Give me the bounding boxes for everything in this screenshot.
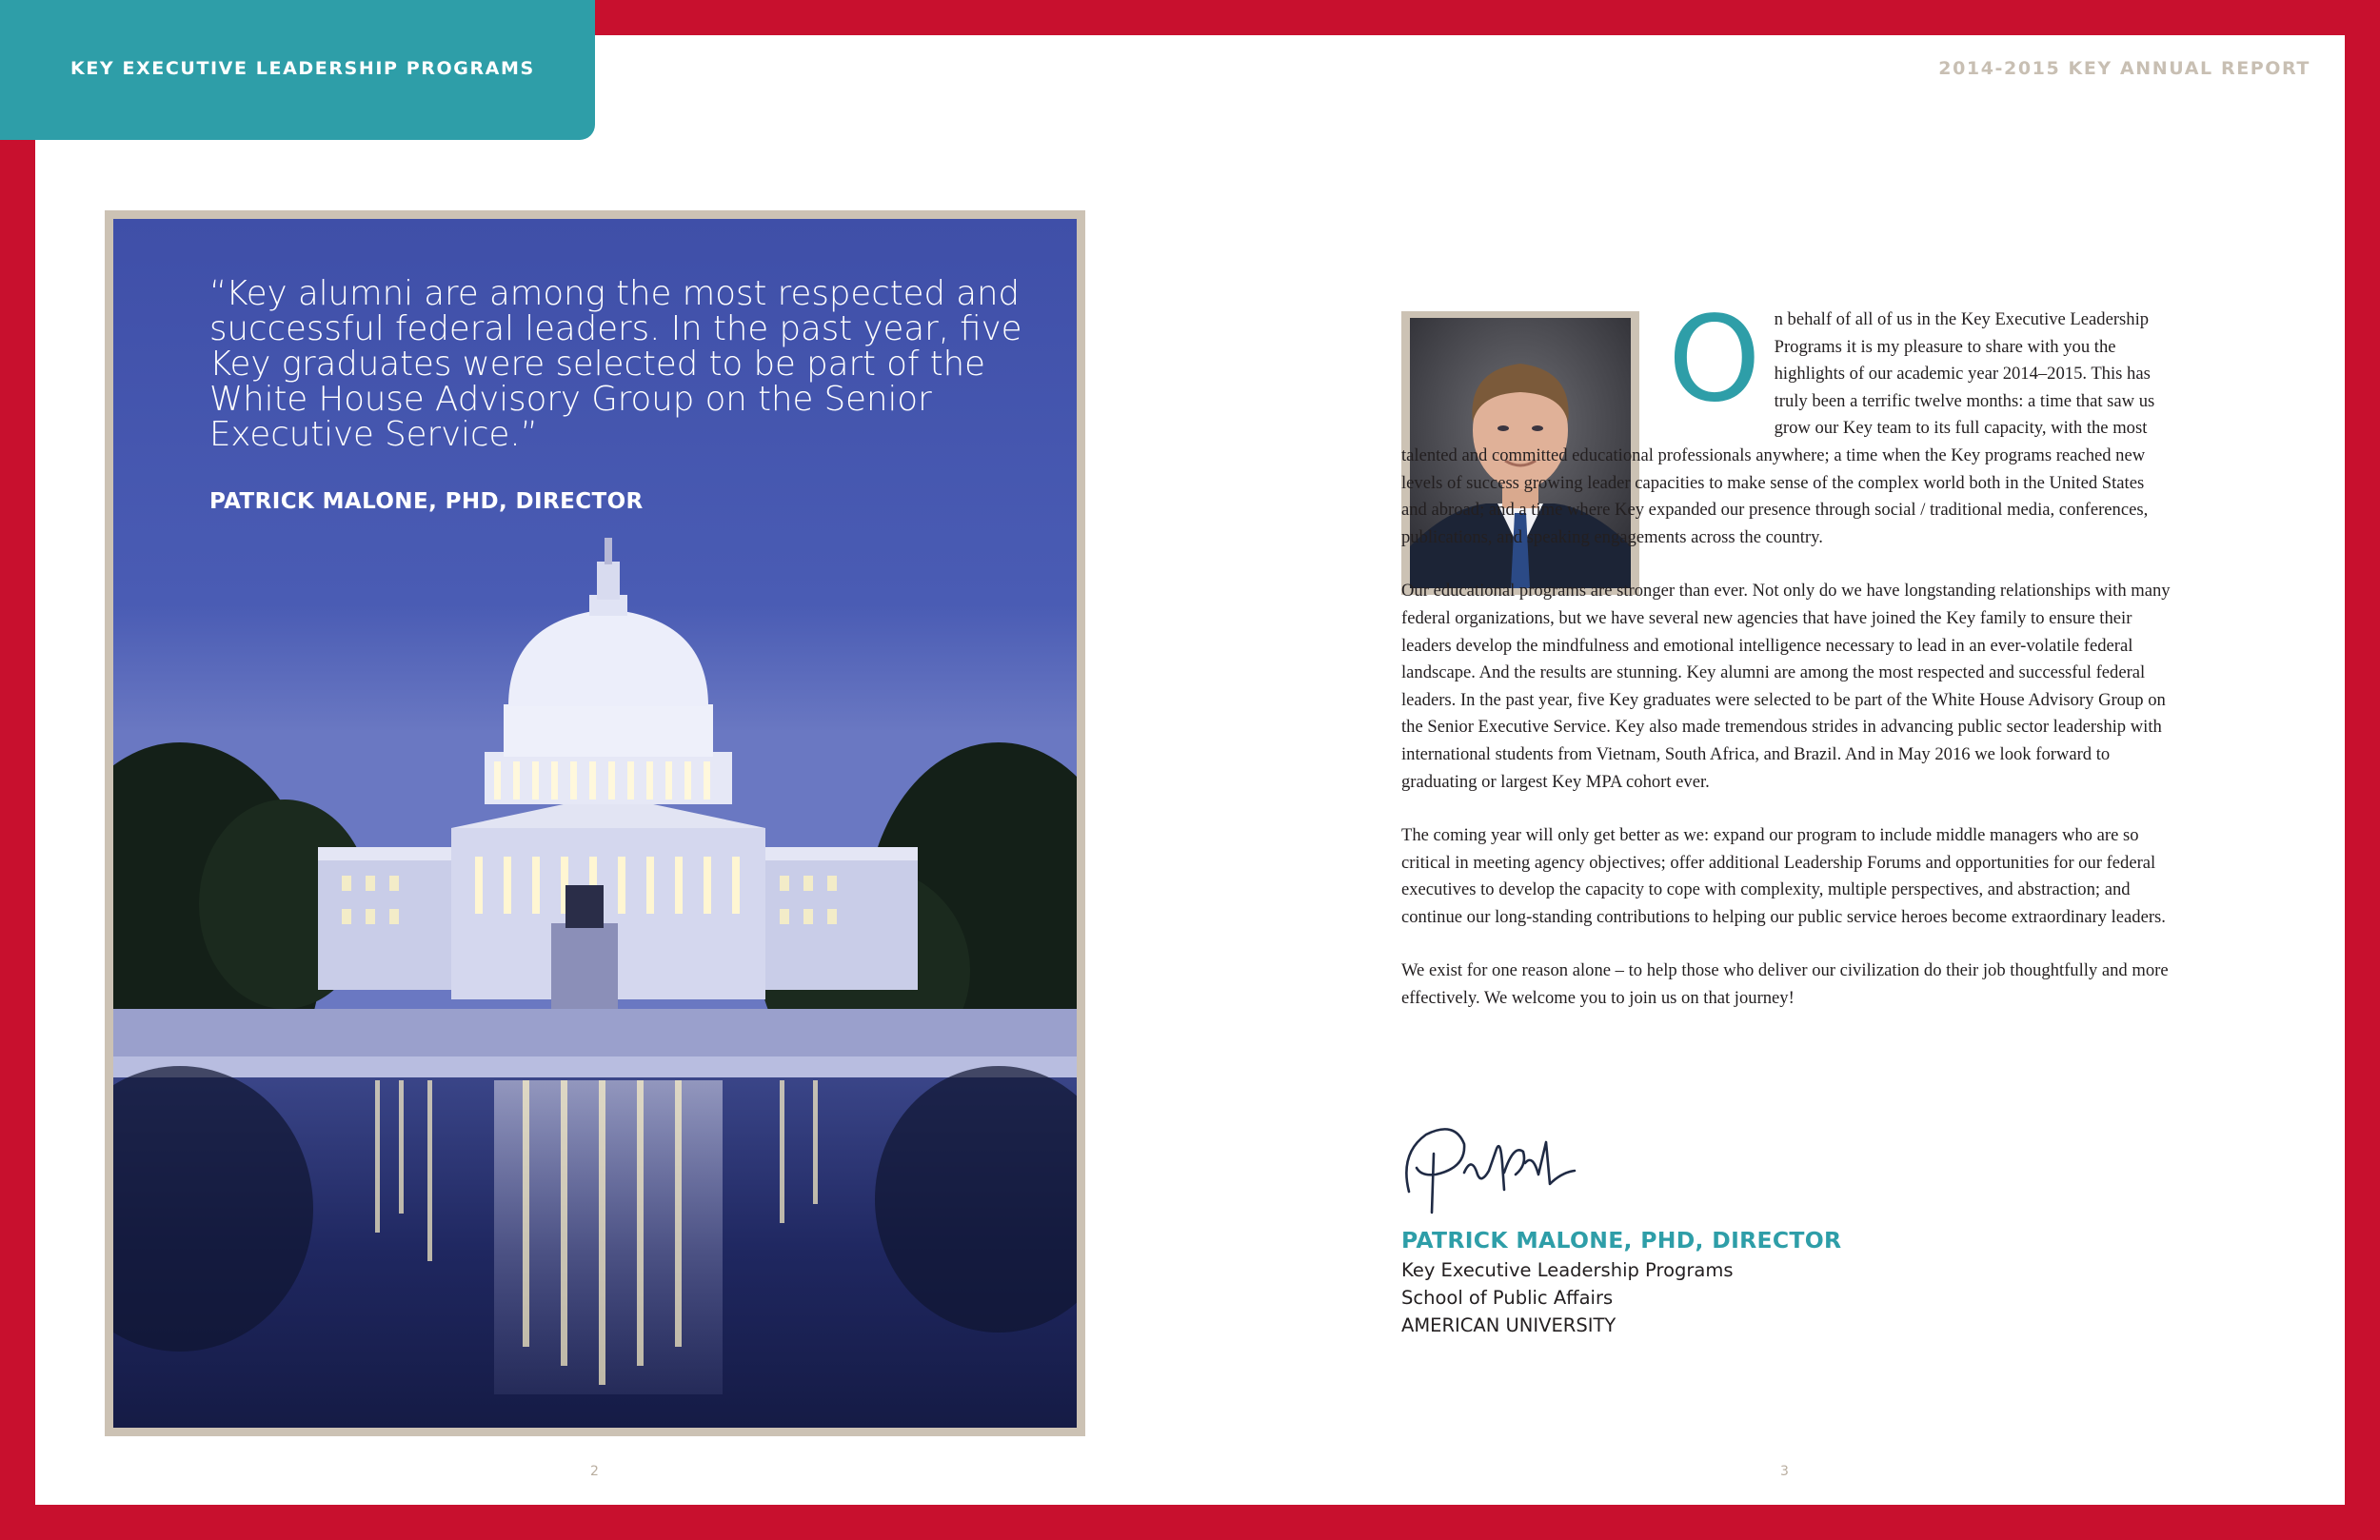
- director-letter: [1401, 291, 2172, 1039]
- letter-paragraph-1: n behalf of all of us in the Key Executive Leadership Programs it is my pleasure to share with you the highlights of our academic year 2014–2015. This has truly been a terrific twelve months: a time that saw us grow our Key team to its full capacity, with the most talented and committed educational professionals anywhere; a time when the Key programs reached new levels of success growing leader capacities to make sense of the complex world both in the United States and abroad; and a time where Key expanded our presence through social / traditional media, conferences, publications, and speaking engagements across the country.: [1401, 309, 2155, 547]
- letter-paragraph-2: Our educational programs are stronger than ever. Not only do we have longstanding relationships with many federal organizations, but we have several new agencies that have joined the Key family to ensure their leaders develop the mindfulness and emotional intelligence necessary to lead in an ever-volatile federal landscape. And the results are stunning. Key alumni are among the most respected and successful federal leaders. In the past year, five Key graduates were selected to be part of the White House Advisory Group on the Senior Executive Service. Key also made tremendous strides in advancing public sector leadership with international students from Vietnam, South Africa, and Brazil. And in May 2016 we look forward to graduating or largest Key MPA cohort ever.: [1401, 581, 2171, 792]
- page-number-right: 3: [1780, 1464, 1789, 1479]
- drop-cap: O: [1668, 291, 1761, 428]
- signoff-name: PATRICK MALONE, PHD, DIRECTOR: [1401, 1227, 1842, 1254]
- letter-paragraph-4: We exist for one reason alone – to help those who deliver our civilization do their job thoughtfully and more effectively. We welcome you to join us on that journey!: [1401, 960, 2169, 1009]
- report-title: 2014-2015 KEY ANNUAL REPORT: [1938, 58, 2311, 79]
- signoff-school: School of Public Affairs: [1401, 1287, 1614, 1309]
- quote-attribution: PATRICK MALONE, PHD, DIRECTOR: [209, 489, 644, 514]
- section-tab: [0, 0, 595, 140]
- signoff-program: Key Executive Leadership Programs: [1401, 1259, 1734, 1281]
- pull-quote: “Key alumni are among the most respected and successful federal leaders. In the past year, five Key graduates were selected to be part of the White House Advisory Group on the Senior Executive Service.”: [209, 274, 1022, 454]
- letter-paragraph-3: The coming year will only get better as we: expand our program to include middle managers who are so critical in meeting agency objectives; offer additional Leadership Forums and opportunities for our federal executives to develop the capacity to cope with complexity, multiple perspectives, and abstraction; and continue our long-standing contributions to helping our public service heroes become extraordinary leaders.: [1401, 825, 2166, 927]
- page-number-left: 2: [590, 1464, 599, 1479]
- section-tab-label: KEY EXECUTIVE LEADERSHIP PROGRAMS: [70, 58, 535, 79]
- signoff-university: AMERICAN UNIVERSITY: [1401, 1314, 1616, 1336]
- director-signature: [1398, 1116, 1597, 1222]
